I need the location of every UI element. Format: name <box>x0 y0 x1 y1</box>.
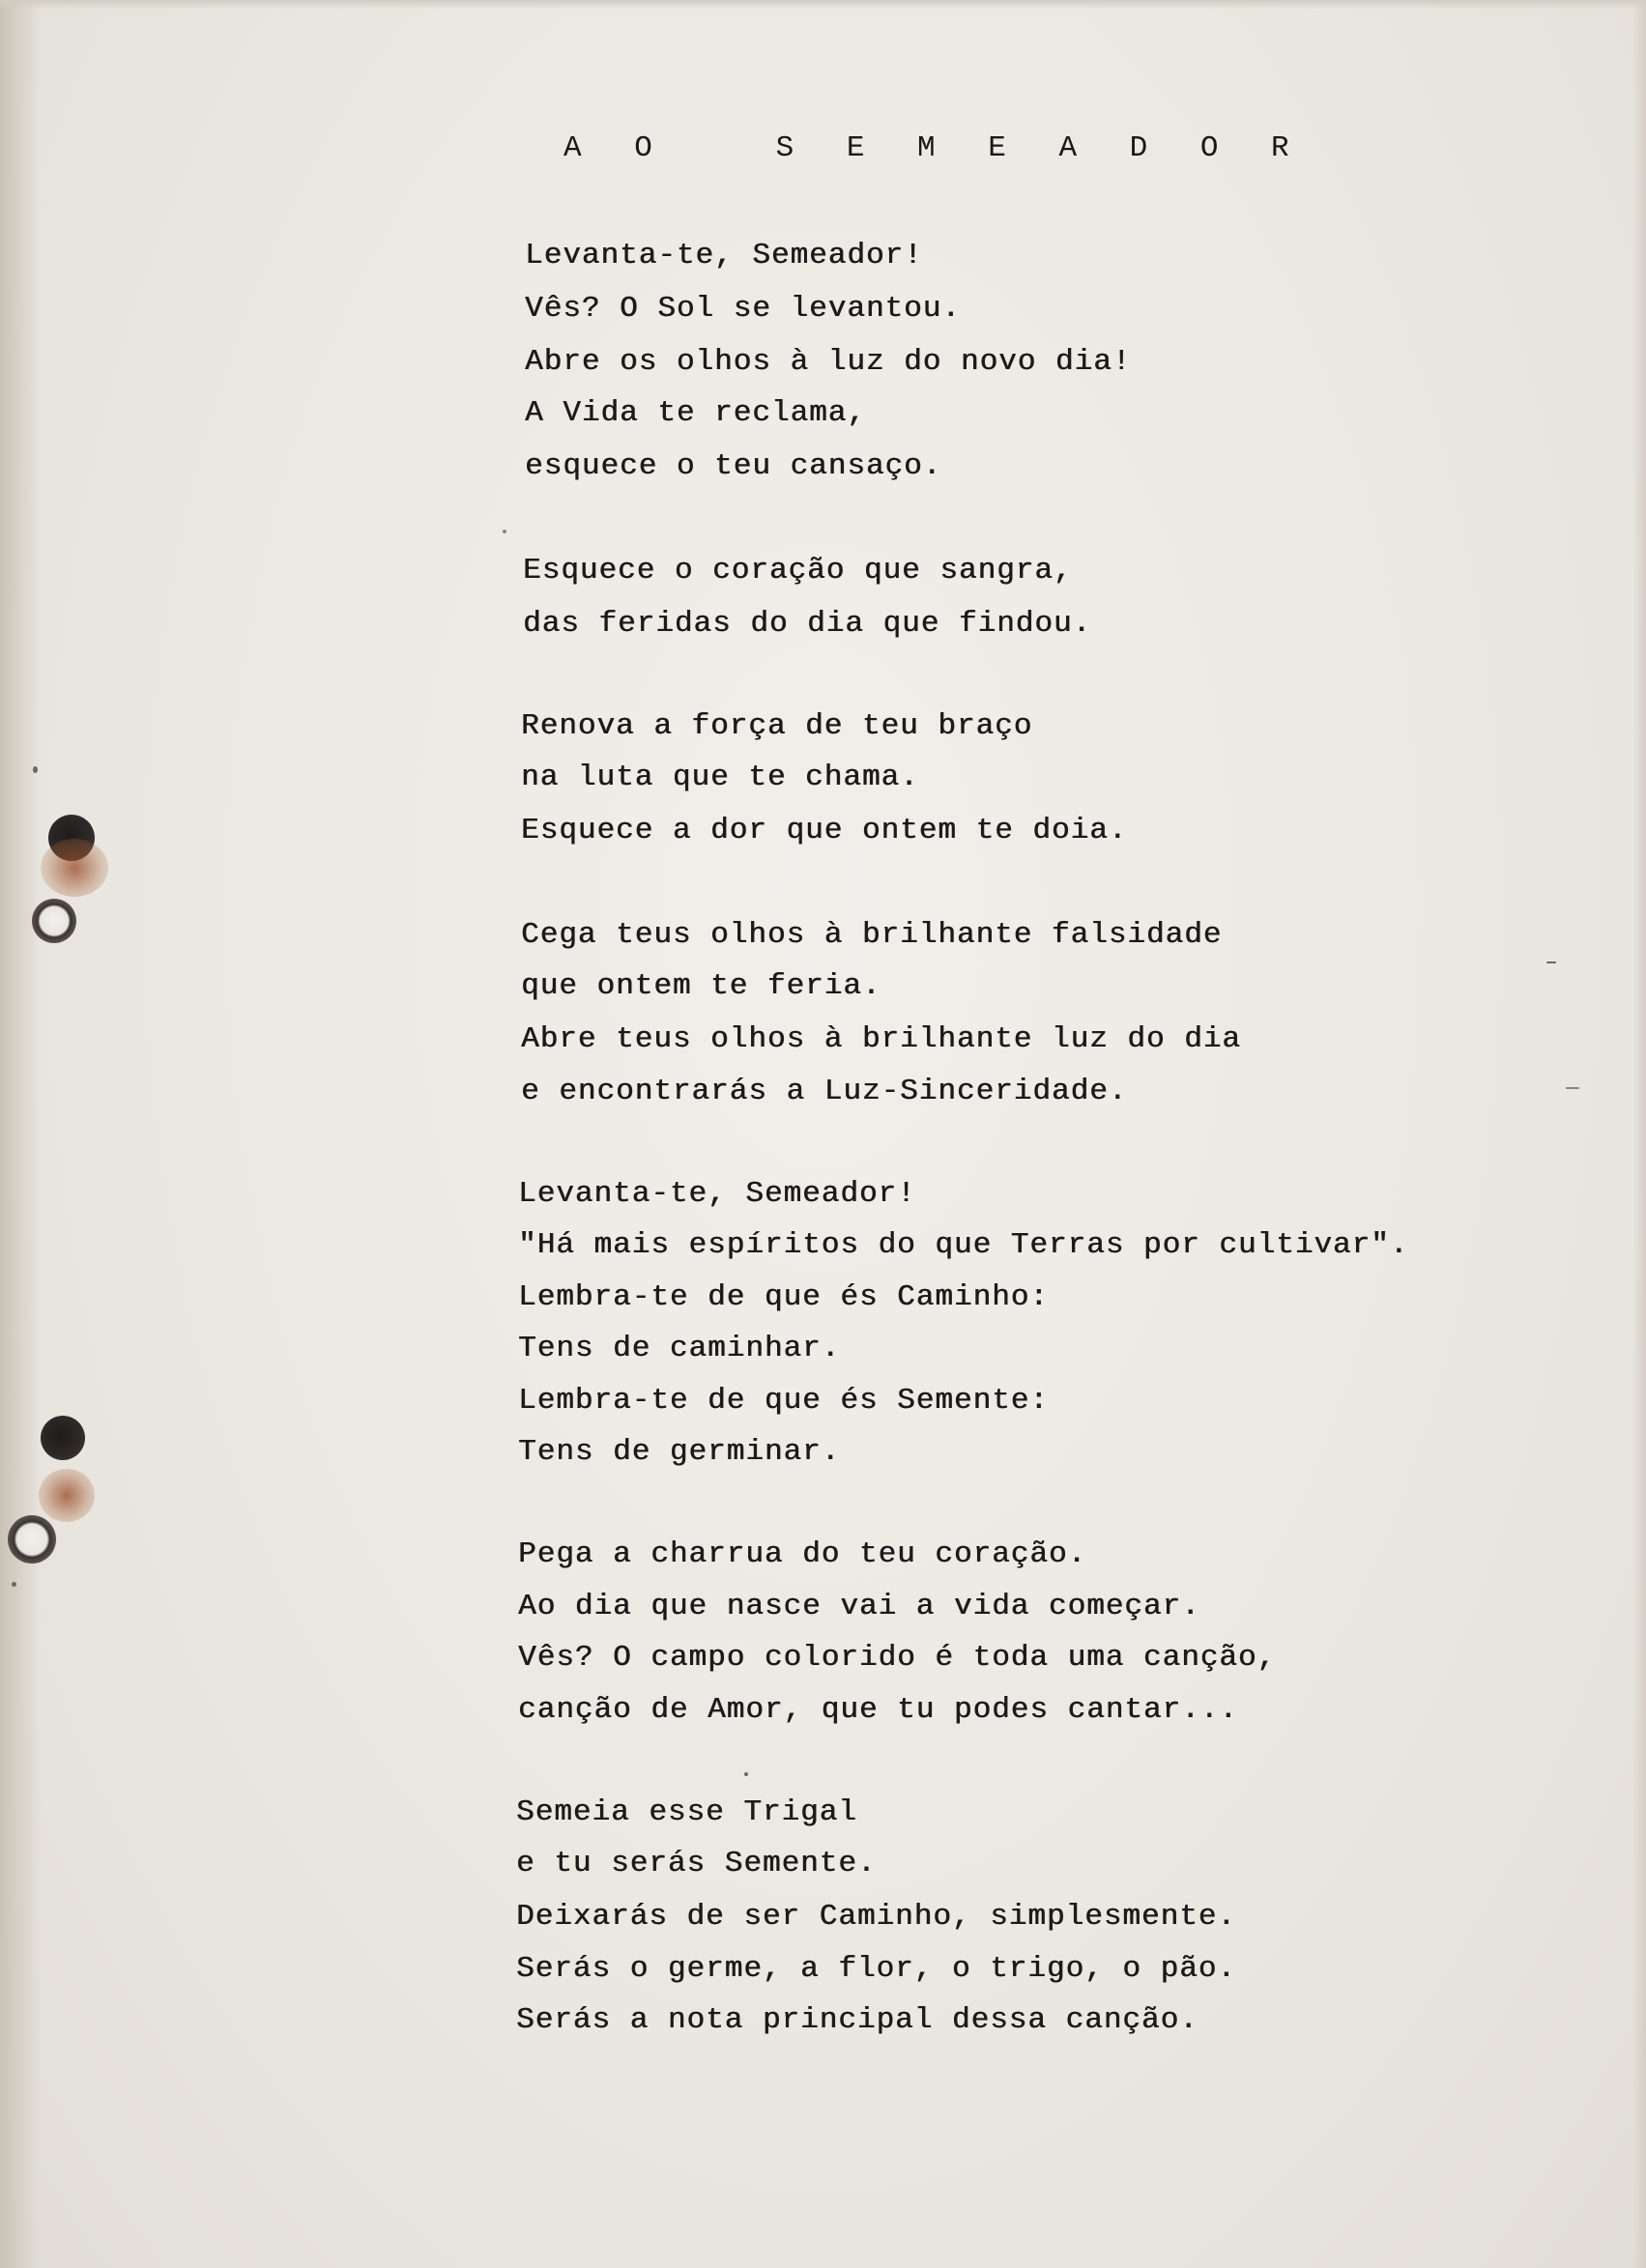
poem-line: Levanta-te, Semeador! <box>518 1177 916 1211</box>
poem-line: Cega teus olhos à brilhante falsidade <box>521 918 1223 952</box>
poem-line: Serás a nota principal dessa canção. <box>516 2003 1198 2037</box>
poem-title: A O S E M E A D O R <box>563 131 1307 165</box>
poem-line: e encontrarás a Luz-Sinceridade. <box>521 1075 1128 1108</box>
poem-line: Lembra-te de que és Caminho: <box>518 1280 1049 1314</box>
poem-line: Esquece a dor que ontem te doia. <box>521 814 1128 847</box>
poem-line: Deixarás de ser Caminho, simplesmente. <box>516 1900 1236 1934</box>
poem-line: Esquece o coração que sangra, <box>523 554 1073 588</box>
poem-line: esquece o teu cansaço. <box>525 449 942 483</box>
poem-line: "Há mais espíritos do que Terras por cultivar". <box>518 1228 1409 1262</box>
poem-line: Abre teus olhos à brilhante luz do dia <box>521 1022 1241 1056</box>
poem-line: A Vida te reclama, <box>525 396 866 430</box>
poem-line: que ontem te feria. <box>521 969 881 1003</box>
poem-line: na luta que te chama. <box>521 761 919 794</box>
poem-line: das feridas do dia que findou. <box>523 607 1092 641</box>
poem-line: Abre os olhos à luz do novo dia! <box>525 345 1132 379</box>
poem-line: Renova a força de teu braço <box>521 709 1033 743</box>
poem-line: Tens de germinar. <box>518 1435 841 1469</box>
poem-line: canção de Amor, que tu podes cantar... <box>518 1693 1238 1727</box>
poem-line: Tens de caminhar. <box>518 1332 841 1365</box>
poem-line: Lembra-te de que és Semente: <box>518 1384 1049 1418</box>
poem-line: Pega a charrua do teu coração. <box>518 1537 1087 1571</box>
poem-line: e tu serás Semente. <box>516 1847 877 1880</box>
poem-line: Semeia esse Trigal <box>516 1795 857 1829</box>
poem-line: Vês? O campo colorido é toda uma canção, <box>518 1641 1277 1675</box>
poem-line: Levanta-te, Semeador! <box>525 239 923 273</box>
poem-line: Vês? O Sol se levantou. <box>525 292 961 326</box>
poem-line: Ao dia que nasce vai a vida começar. <box>518 1590 1200 1623</box>
poem-line: Serás o germe, a flor, o trigo, o pão. <box>516 1952 1236 1986</box>
